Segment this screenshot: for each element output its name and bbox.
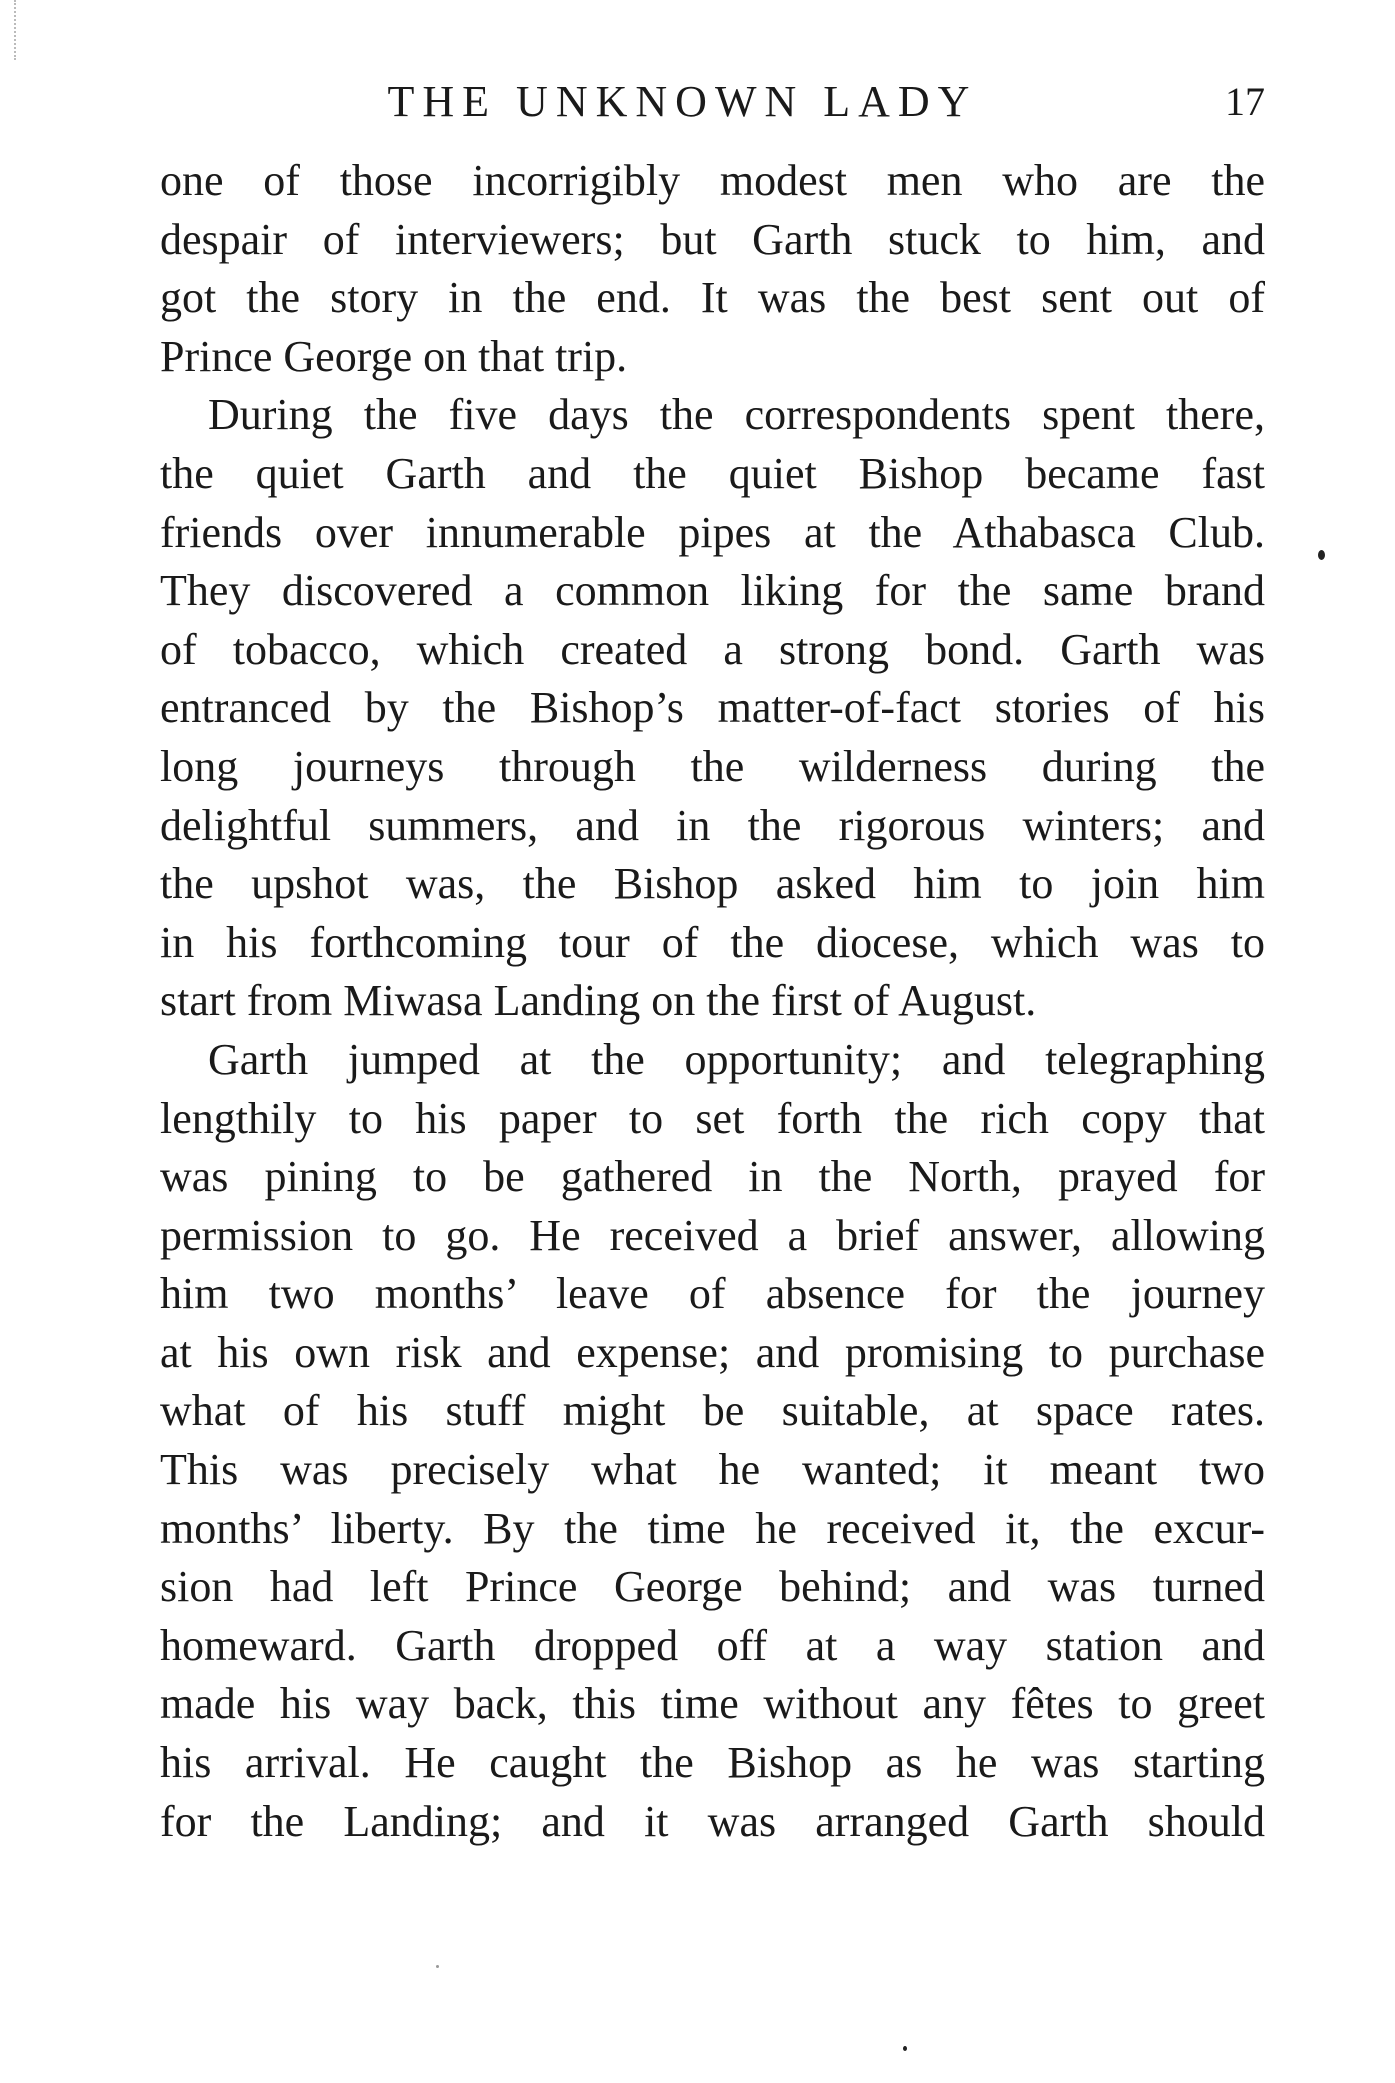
text-line: of tobacco, which created a strong bond. Garth was <box>160 624 1265 674</box>
text-line: friends over innumerable pipes at the Athabasca Club. <box>160 507 1265 557</box>
text-line: start from Miwasa Landing on the first of August. <box>160 976 1037 1026</box>
text-line: months’ liberty. By the time he received it, the excur- <box>160 1503 1265 1553</box>
text-line: This was precisely what he wanted; it meant two <box>160 1445 1265 1495</box>
margin-mark <box>14 0 18 60</box>
text-line: was pining to be gathered in the North, prayed for <box>160 1152 1265 1202</box>
ink-speck <box>1318 550 1325 560</box>
text-line: at his own risk and expense; and promising to purchase <box>160 1327 1265 1377</box>
text-line: despair of interviewers; but Garth stuck to him, and <box>160 214 1265 264</box>
text-line: the quiet Garth and the quiet Bishop became fast <box>160 448 1265 498</box>
text-line: in his forthcoming tour of the diocese, which was to <box>160 917 1265 967</box>
text-line: permission to go. He received a brief answer, allowing <box>160 1210 1265 1260</box>
ink-speck <box>903 2046 907 2051</box>
text-line: one of those incorrigibly modest men who are the <box>160 156 1265 205</box>
text-line: homeward. Garth dropped off at a way station and <box>160 1620 1265 1670</box>
text-line: long journeys through the wilderness during the <box>160 741 1265 791</box>
text-line: Garth jumped at the opportunity; and telegraphing <box>208 1034 1265 1084</box>
text-line: the upshot was, the Bishop asked him to join him <box>160 859 1265 909</box>
text-line: lengthily to his paper to set forth the rich copy that <box>160 1093 1265 1143</box>
text-line: for the Landing; and it was arranged Garth should <box>160 1796 1265 1846</box>
text-line: him two months’ leave of absence for the journey <box>160 1269 1265 1319</box>
text-line: got the story in the end. It was the best sent out of <box>160 273 1265 323</box>
text-line: what of his stuff might be suitable, at space rates. <box>160 1386 1265 1436</box>
body-text <box>160 152 1265 1851</box>
text-line: During the five days the correspondents spent there, <box>208 390 1265 440</box>
text-line: delightful summers, and in the rigorous winters; and <box>160 800 1265 850</box>
text-line: sion had left Prince George behind; and was turned <box>160 1562 1265 1612</box>
running-head <box>160 72 1265 132</box>
text-line: made his way back, this time without any fêtes to greet <box>160 1679 1265 1729</box>
running-title: THE UNKNOWN LADY <box>387 77 978 126</box>
text-line: entranced by the Bishop’s matter-of-fact stories of his <box>160 683 1265 733</box>
text-line: Prince George on that trip. <box>160 331 628 381</box>
text-line: They discovered a common liking for the same brand <box>160 566 1265 616</box>
text-line: his arrival. He caught the Bishop as he was starting <box>160 1738 1265 1788</box>
ink-speck <box>436 1965 439 1968</box>
page-number: 17 <box>1225 79 1265 124</box>
